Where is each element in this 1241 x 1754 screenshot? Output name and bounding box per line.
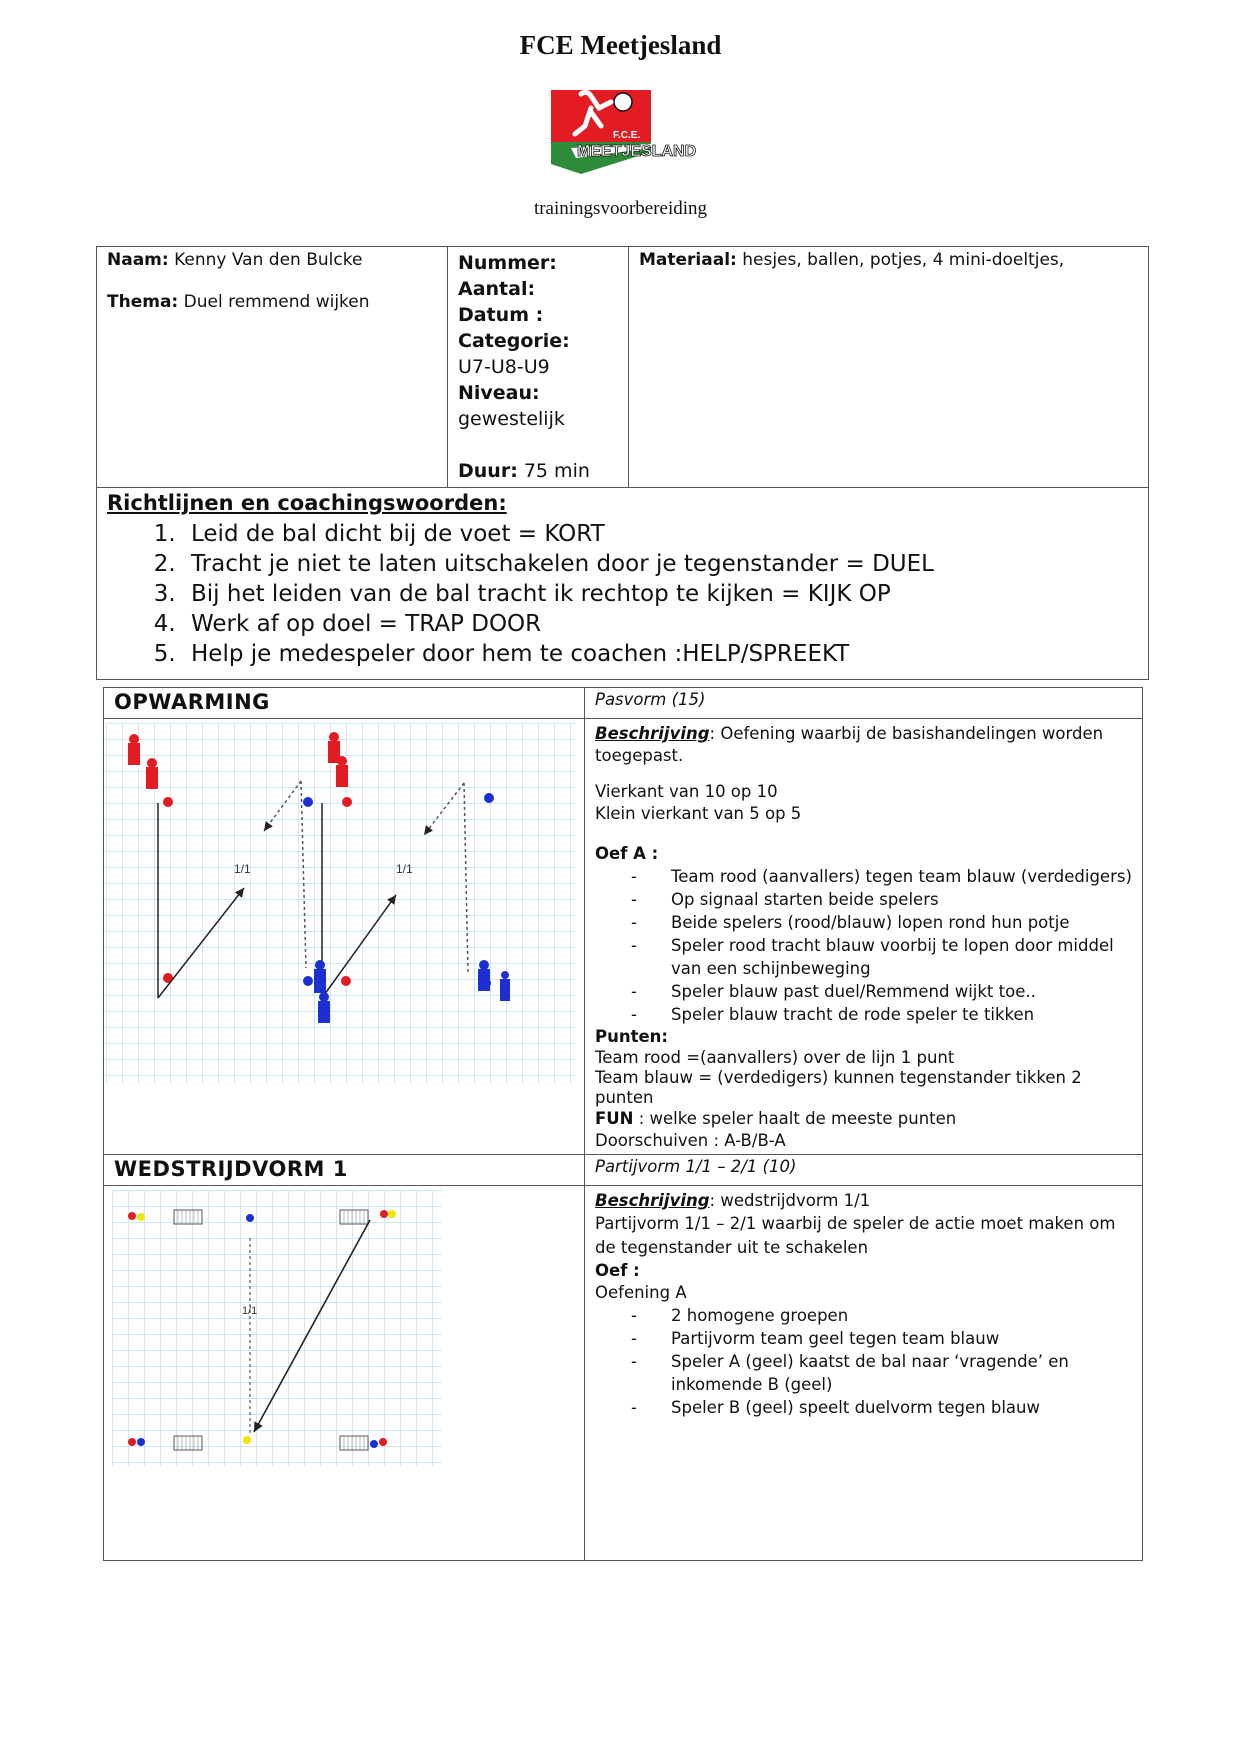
wedstrijdvorm-beschrijving-label: Beschrijving	[595, 1191, 710, 1210]
opwarming-oef-label: Oef A :	[595, 844, 659, 863]
opwarming-oef-list	[595, 865, 1132, 1026]
naam-value: Kenny Van den Bulcke	[174, 250, 363, 270]
opwarming-diagram-cell	[104, 719, 585, 1155]
niveau-label: Niveau:	[458, 382, 540, 404]
fun-text: : welke speler haalt de meeste punten	[633, 1109, 957, 1128]
materiaal-label: Materiaal:	[639, 250, 737, 270]
opwarming-title: OPWARMING	[114, 690, 270, 714]
duur-value: 75 min	[523, 460, 590, 482]
wedstrijdvorm-header	[104, 1155, 585, 1186]
svg-text:1/1: 1/1	[242, 1305, 258, 1317]
vierkant-1: Vierkant van 10 op 10	[595, 782, 778, 801]
list-item: 2. Tracht je niet te laten uitschakelen door je tegenstander = DUEL	[183, 549, 1138, 579]
naam-thema-cell	[97, 247, 448, 488]
wedstrijdvorm-drawing	[112, 1190, 442, 1466]
opwarming-description	[585, 719, 1143, 1155]
list-item: 5. Help je medespeler door hem te coachen :HELP/SPREEKT	[183, 639, 1138, 669]
list-item: - Beide spelers (rood/blauw) lopen rond hun potje	[631, 911, 1132, 934]
datum-label: Datum :	[458, 304, 544, 326]
thema-value: Duel remmend wijken	[183, 292, 370, 312]
wedstrijdvorm-oefening: Oefening A	[595, 1283, 687, 1302]
list-item: 3. Bij het leiden van de bal tracht ik rechtop te kijken = KIJK OP	[183, 579, 1138, 609]
naam-label: Naam:	[107, 250, 169, 270]
richtlijnen-title: Richtlijnen en coachingswoorden:	[107, 491, 507, 515]
list-item: - Speler blauw past duel/Remmend wijkt toe..	[631, 980, 1132, 1003]
svg-text:MEETJESLAND: MEETJESLAND	[577, 143, 697, 160]
wedstrijdvorm-line1: Partijvorm 1/1 – 2/1 waarbij de speler de actie moet maken om de tegenstander uit te schakelen	[595, 1214, 1116, 1257]
duur-label: Duur:	[458, 460, 518, 482]
niveau-value: gewestelijk	[458, 408, 565, 430]
opwarming-beschrijving-text: : Oefening waarbij de basishandelingen worden toegepast.	[595, 724, 1104, 765]
opwarming-header	[104, 688, 585, 719]
list-item: - Speler B (geel) speelt duelvorm tegen blauw	[631, 1396, 1132, 1419]
svg-text:1/1: 1/1	[234, 862, 251, 876]
svg-text:1/1: 1/1	[396, 862, 413, 876]
club-logo	[551, 82, 701, 182]
details-cell	[448, 247, 629, 488]
categorie-value: U7-U8-U9	[458, 356, 550, 378]
richtlijnen-cell	[97, 488, 1149, 680]
list-item: - Team rood (aanvallers) tegen team blauw (verdedigers)	[631, 865, 1132, 888]
document-subtitle: trainingsvoorbereiding	[533, 198, 708, 219]
nummer-label: Nummer:	[458, 252, 557, 274]
list-item: - Op signaal starten beide spelers	[631, 888, 1132, 911]
punten-2: Team blauw = (verdedigers) kunnen tegenstander tikken 2 punten	[595, 1068, 1082, 1107]
aantal-label: Aantal:	[458, 278, 536, 300]
wedstrijdvorm-title: WEDSTRIJDVORM 1	[114, 1157, 348, 1181]
thema-label: Thema:	[107, 292, 179, 312]
info-table	[96, 246, 1149, 680]
wedstrijdvorm-form-text: Partijvorm 1/1 – 2/1 (10)	[595, 1157, 797, 1176]
punten-label: Punten:	[595, 1027, 669, 1046]
doorschuiven: Doorschuiven : A-B/B-A	[595, 1131, 786, 1150]
materiaal-value: hesjes, ballen, potjes, 4 mini-doeltjes,	[742, 250, 1065, 270]
categorie-label: Categorie:	[458, 330, 570, 352]
list-item: - Speler rood tracht blauw voorbij te lopen door middel van een schijnbeweging	[631, 934, 1132, 980]
fun-label: FUN	[595, 1109, 634, 1128]
wedstrijdvorm-list	[595, 1304, 1132, 1419]
wedstrijdvorm-form	[585, 1155, 1143, 1186]
list-item: 4. Werk af op doel = TRAP DOOR	[183, 609, 1138, 639]
opwarming-beschrijving-label: Beschrijving	[595, 724, 710, 743]
richtlijnen-list	[107, 519, 1138, 669]
list-item: - Speler A (geel) kaatst de bal naar ‘vragende’ en inkomende B (geel)	[631, 1350, 1132, 1396]
wedstrijdvorm-beschrijving-text: : wedstrijdvorm 1/1	[709, 1191, 871, 1210]
list-item: - Partijvorm team geel tegen team blauw	[631, 1327, 1132, 1350]
svg-text:F.C.E.: F.C.E.	[613, 130, 641, 141]
list-item: - 2 homogene groepen	[631, 1304, 1132, 1327]
exercises-table	[103, 687, 1143, 1561]
opwarming-diagram	[106, 723, 576, 1083]
wedstrijdvorm-oef-label: Oef :	[595, 1261, 640, 1280]
opwarming-drawing	[106, 723, 576, 1083]
vierkant-2: Klein vierkant van 5 op 5	[595, 804, 802, 823]
list-item: - Speler blauw tracht de rode speler te tikken	[631, 1003, 1132, 1026]
list-item: 1. Leid de bal dicht bij de voet = KORT	[183, 519, 1138, 549]
wedstrijdvorm-diagram-cell	[104, 1186, 585, 1561]
club-title: FCE Meetjesland	[519, 30, 722, 60]
punten-1: Team rood =(aanvallers) over de lijn 1 punt	[595, 1048, 955, 1067]
opwarming-form-text: Pasvorm (15)	[595, 690, 706, 709]
wedstrijdvorm-description	[585, 1186, 1143, 1561]
opwarming-form	[585, 688, 1143, 719]
materiaal-cell	[629, 247, 1149, 488]
wedstrijdvorm-diagram	[112, 1190, 442, 1466]
